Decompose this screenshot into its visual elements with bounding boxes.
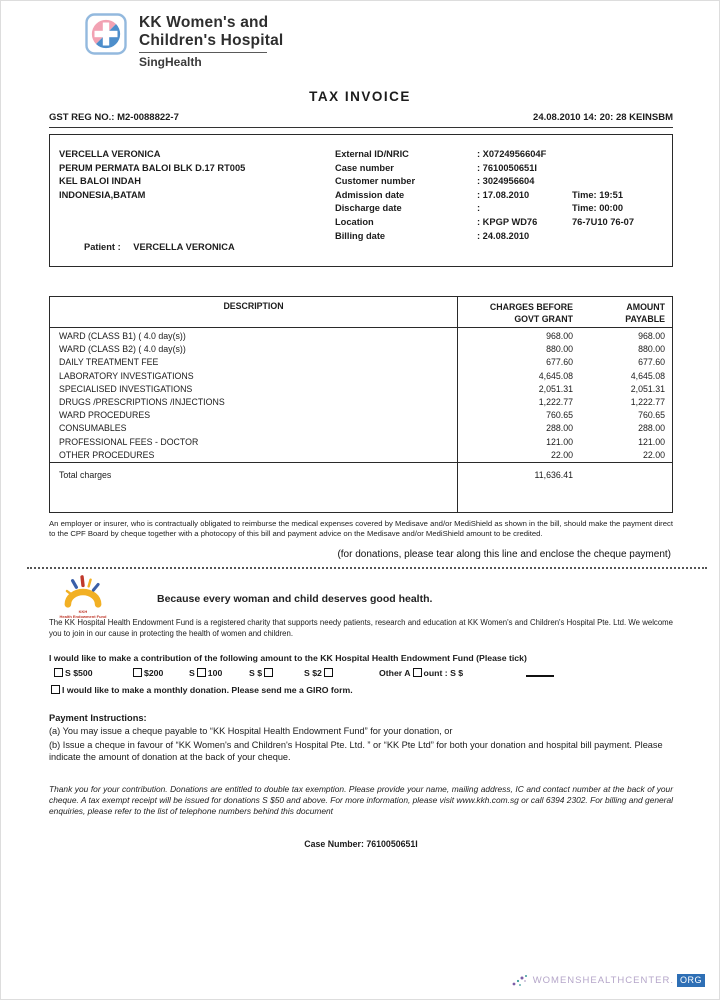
header-rule [49, 127, 673, 128]
fund-caption-line2: Health Endowment Fund [59, 614, 107, 619]
table-header [50, 297, 672, 328]
detail-row [335, 202, 634, 216]
table-row [50, 343, 672, 356]
donation-amount-checkbox[interactable] [133, 668, 142, 677]
detail-row [335, 189, 634, 203]
cell-charges: 2,051.31 [538, 383, 573, 394]
donation-amount-checkbox[interactable] [413, 668, 422, 677]
table-row [50, 449, 672, 462]
cell-description: WARD (CLASS B2) ( 4.0 day(s)) [59, 344, 186, 355]
option-label: S $500 [65, 668, 93, 678]
donation-amount-options [49, 668, 673, 683]
gst-reg-no: GST REG NO.: M2-0088822-7 [49, 112, 179, 123]
detail-row [335, 230, 634, 244]
address-line: KEL BALOI INDAH [59, 176, 141, 187]
cell-charges: 677.60 [546, 357, 573, 368]
cell-charges: 4,645.08 [538, 370, 573, 381]
col-header-charges [457, 301, 573, 325]
option-label: $200 [144, 668, 164, 678]
option-label: S [189, 668, 195, 678]
watermark [511, 972, 705, 988]
address-line: INDONESIA,BATAM [59, 189, 146, 200]
total-label: Total charges [59, 470, 112, 480]
table-row [50, 383, 672, 396]
col-header-amount-line1: AMOUNT [626, 302, 665, 312]
detail-label: Customer number [335, 176, 416, 187]
singhealth-label: SingHealth [139, 55, 202, 69]
detail-extra [572, 162, 634, 176]
cell-amount: 968.00 [638, 331, 665, 341]
cell-amount: 677.60 [638, 357, 665, 368]
tear-dotted-line [27, 567, 707, 569]
watermark-org-badge: ORG [677, 974, 705, 987]
cell-description: LABORATORY INVESTIGATIONS [59, 370, 194, 381]
patient-name: VERCELLA VERONICA [133, 242, 235, 252]
detail-label: External ID/NRIC [335, 149, 409, 159]
cell-charges: 288.00 [546, 423, 573, 434]
donation-option [249, 668, 275, 678]
detail-label: Location [335, 216, 374, 227]
cell-amount: 880.00 [638, 344, 665, 355]
cell-description: OTHER PROCEDURES [59, 449, 155, 460]
payment-instruction-a: (a) You may issue a cheque payable to “KK Hospital Health Endowment Fund” for your donation, or [49, 726, 453, 736]
donation-option [379, 668, 463, 678]
monthly-donation-label: I would like to make a monthly donation. Please send me a GIRO form. [62, 685, 353, 695]
donation-option [304, 668, 335, 678]
donation-amount-checkbox[interactable] [324, 668, 333, 677]
cell-description: WARD (CLASS B1) ( 4.0 day(s)) [59, 331, 186, 341]
detail-extra [572, 230, 634, 244]
cell-description: PROFESSIONAL FEES - DOCTOR [59, 436, 199, 447]
col-header-description: DESCRIPTION [223, 301, 284, 311]
col-header-amount [577, 301, 665, 325]
hospital-name-line2: Children's Hospital [139, 31, 284, 49]
donation-amount-checkbox[interactable] [54, 668, 63, 677]
cell-amount: 288.00 [638, 423, 665, 434]
cell-amount: 4,645.08 [630, 370, 665, 381]
detail-extra [572, 175, 634, 189]
other-amount-underline [526, 675, 554, 677]
page-title: TAX INVOICE [309, 89, 411, 104]
cell-amount: 760.65 [638, 410, 665, 421]
detail-extra [572, 148, 634, 162]
detail-row [335, 162, 634, 176]
cell-description: DAILY TREATMENT FEE [59, 357, 159, 368]
table-row [50, 330, 672, 343]
cell-description: CONSUMABLES [59, 423, 127, 434]
cell-amount: 22.00 [642, 449, 665, 460]
detail-row [335, 216, 634, 230]
print-datetime: 24.08.2010 14: 20: 28 KEINSBM [533, 112, 673, 123]
table-row [50, 436, 672, 449]
case-number-footer: Case Number: 7610050651I [304, 839, 418, 849]
detail-row [335, 175, 634, 189]
col-header-charges-line1: CHARGES BEFORE [489, 302, 573, 312]
cell-description: SPECIALISED INVESTIGATIONS [59, 383, 193, 394]
endowment-fund-sunburst-icon [57, 575, 109, 609]
fund-about: The KK Hospital Health Endowment Fund is a registered charity that supports needy patients, research and education at KK Women's and Children's Hospital Pte. Ltd. We welcome you to join in our cause in protecting the health of women and children. [49, 618, 673, 638]
option-label: 100 [207, 668, 223, 678]
watermark-text: WOMENSHEALTHCENTER. [532, 974, 674, 986]
detail-label: Billing date [335, 230, 386, 241]
thank-you-note: Thank you for your contribution. Donations are entitled to double tax exemption. Please provide your name, mailing address, IC and contact number at the back of your cheque. A tax exempt receipt will be issued for donations S $50 and above. For more information, please visit www.kkh.com.sg or call 6394 2302. For billing and general enquiries, please refer to the list of telephone numbers behind this document [49, 784, 673, 816]
donation-option [52, 668, 93, 678]
table-row [50, 422, 672, 435]
option-label: Other A [379, 668, 411, 678]
total-row [50, 470, 672, 480]
cell-charges: 121.00 [546, 436, 573, 447]
patient-line [84, 242, 235, 252]
address-line: PERUM PERMATA BALOI BLK D.17 RT005 [59, 162, 246, 173]
col-header-amount-line2: PAYABLE [625, 314, 665, 324]
monthly-donation-checkbox[interactable] [51, 685, 60, 694]
total-amount-empty [573, 470, 672, 480]
donation-amount-checkbox[interactable] [264, 668, 273, 677]
cell-charges: 760.65 [546, 410, 573, 421]
watermark-dots-icon [511, 972, 531, 988]
medisave-note: An employer or insurer, who is contractually obligated to reimburse the medical expenses covered by Medisave and/or MediShield as shown in the bill, should make the payment direct to the CPF Board by cheque together with a photocopy of this bill and payment advice on the Medisave and/or MediShield amount to be credited. [49, 519, 673, 539]
table-row [50, 370, 672, 383]
cell-amount: 1,222.77 [630, 396, 665, 407]
cell-charges: 1,222.77 [538, 396, 573, 407]
gst-row [49, 112, 673, 123]
detail-extra: Time: 00:00 [572, 203, 623, 214]
table-body [50, 330, 672, 462]
payment-instructions-title: Payment Instructions: [49, 713, 147, 723]
contribution-prompt: I would like to make a contribution of the following amount to the KK Hospital Health Endowment Fund (Please tick) [49, 653, 527, 663]
detail-value: : [477, 203, 481, 214]
addressee-name: VERCELLA VERONICA [59, 149, 161, 159]
cell-charges: 880.00 [546, 344, 573, 355]
cell-charges: 22.00 [550, 449, 573, 460]
total-charges-value: 11,636.41 [534, 470, 573, 480]
patient-info-box [49, 134, 673, 267]
detail-extra: Time: 19:51 [572, 189, 623, 200]
donation-option [189, 668, 222, 678]
detail-value: : 17.08.2010 [477, 189, 530, 200]
option-label: ount : S $ [423, 668, 464, 678]
cell-description: DRUGS /PRESCRIPTIONS /INJECTIONS [59, 396, 225, 407]
total-separator [50, 462, 672, 463]
donation-amount-checkbox[interactable] [197, 668, 206, 677]
col-header-charges-line2: GOVT GRANT [514, 314, 573, 324]
hospital-name [139, 14, 283, 49]
payment-instruction-b: (b) Issue a cheque in favour of “KK Women's and Children's Hospital Pte. Ltd. ” or “KK Pte Ltd” for both your donation and hospital bill payment. Please indicate the amount of donation at the back of your cheque. [49, 740, 663, 763]
hospital-logo-icon [85, 13, 127, 55]
cell-description: WARD PROCEDURES [59, 410, 151, 421]
option-label: S $ [249, 668, 263, 678]
patient-label: Patient : [84, 242, 121, 252]
detail-value: : 7610050651I [477, 162, 537, 173]
fund-tagline: Because every woman and child deserves good health. [157, 593, 433, 605]
table-row [50, 409, 672, 422]
detail-value: : 24.08.2010 [477, 230, 530, 241]
detail-label: Admission date [335, 189, 405, 200]
tear-caption: (for donations, please tear along this line and enclose the cheque payment) [337, 549, 671, 560]
detail-value: : KPGP WD76 [477, 216, 538, 227]
donation-option [131, 668, 163, 678]
table-row [50, 356, 672, 369]
monthly-donation-option [49, 685, 353, 695]
cell-charges: 968.00 [546, 331, 573, 341]
detail-extra: 76-7U10 76-07 [572, 216, 635, 227]
fund-caption-line1: KKH [78, 609, 88, 614]
table-row [50, 396, 672, 409]
detail-row [335, 148, 634, 162]
detail-value: : X0724956604F [477, 149, 547, 159]
option-label: S $2 [304, 668, 322, 678]
cell-amount: 121.00 [638, 436, 665, 447]
detail-label: Case number [335, 162, 394, 173]
patient-address-block [59, 148, 245, 202]
cell-amount: 2,051.31 [630, 383, 665, 394]
logo-divider [139, 52, 267, 53]
case-details [335, 148, 634, 243]
hospital-name-line1: KK Women's and [139, 14, 269, 31]
detail-value: : 3024956604 [477, 176, 535, 187]
charges-table [49, 296, 673, 513]
detail-label: Discharge date [335, 203, 402, 214]
